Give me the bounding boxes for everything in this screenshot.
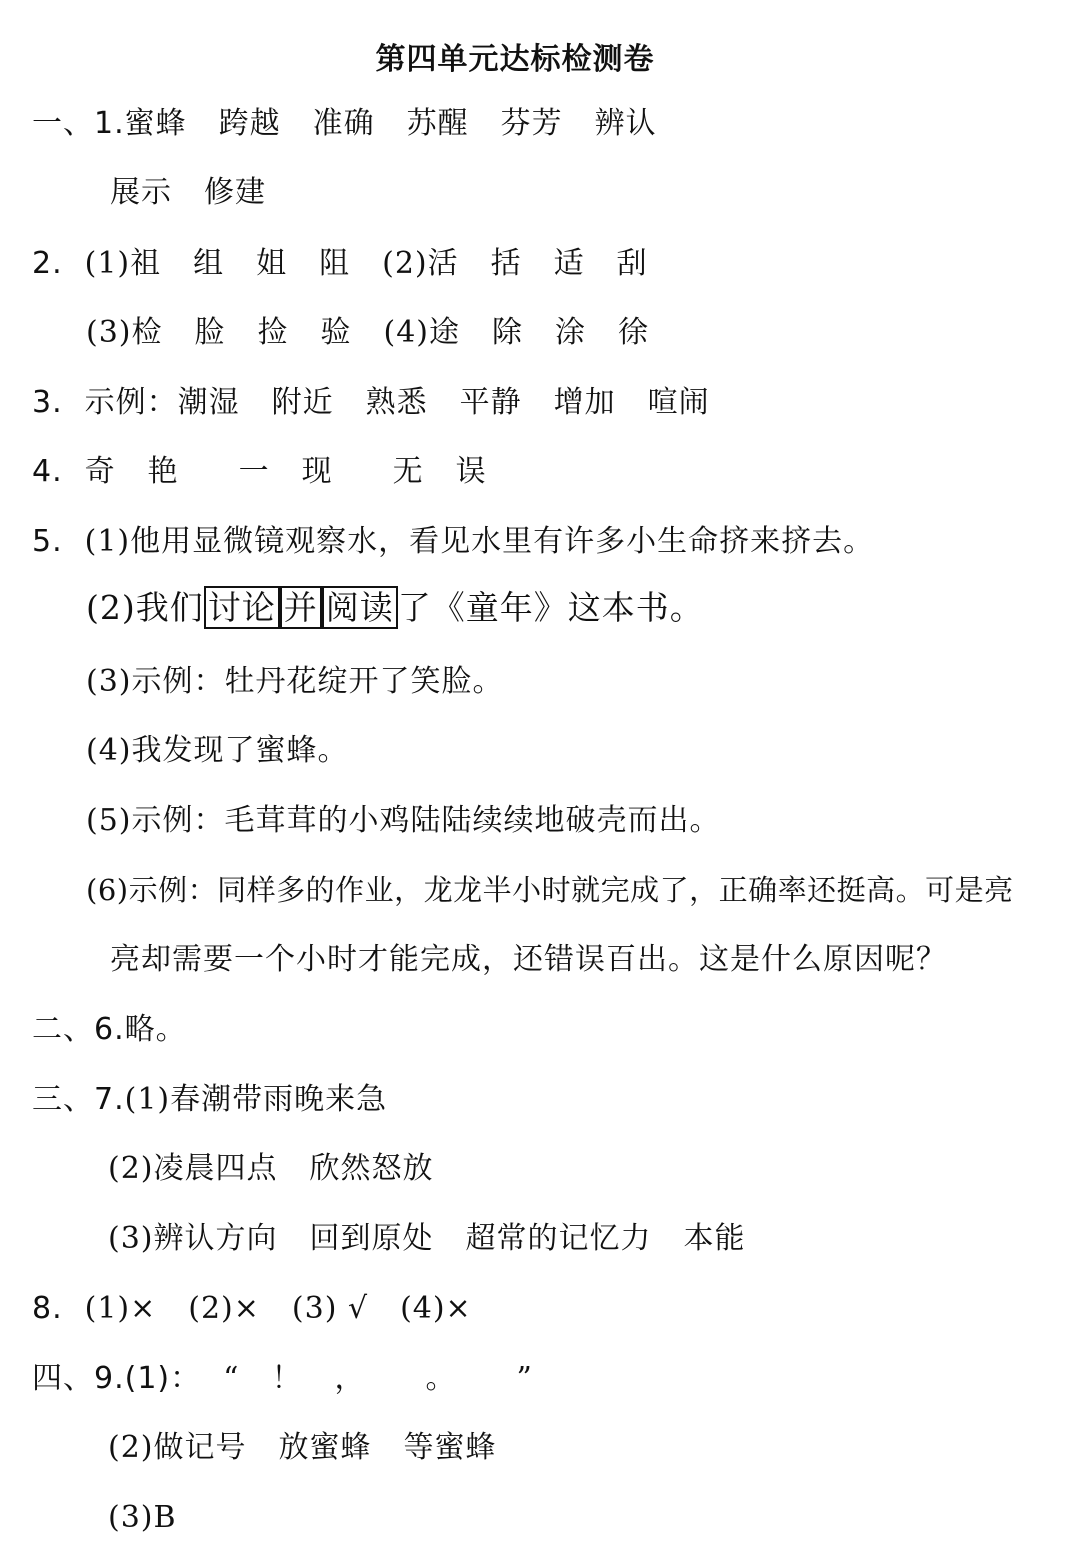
part-label: (2)	[382, 246, 428, 281]
answer-text: 超常的记忆力	[465, 1221, 652, 1256]
word: 潮湿	[177, 385, 240, 420]
question-4-prefix: 4.	[32, 454, 63, 489]
punctuation-mark: 。	[425, 1361, 457, 1396]
section-4-line-2	[108, 1428, 497, 1468]
sentence-part: (2)我们	[86, 588, 204, 627]
punctuation-mark: ，	[334, 1361, 366, 1396]
char: 涂	[555, 315, 586, 350]
section-1-prefix: 一、1.	[32, 106, 125, 141]
page-title: 第四单元达标检测卷	[375, 42, 655, 77]
question-5-prefix: 5.	[32, 524, 63, 559]
section-3-prefix: 三、7.	[32, 1082, 125, 1117]
question-5-line-4: (4)我发现了蜜蜂。	[86, 733, 349, 768]
question-5-line-3: (3)示例：牡丹花绽开了笑脸。	[86, 664, 504, 699]
section-2-line	[32, 1010, 187, 1050]
judgement-item: (1)×	[84, 1291, 157, 1326]
section-3-line-3	[108, 1219, 746, 1259]
word: 辨认	[594, 106, 657, 141]
answer-sentence: (1)他用显微镜观察水，看见水里有许多小生命挤来挤去。	[84, 524, 875, 559]
punctuation-mark: ！	[271, 1361, 303, 1396]
part-label: (3)	[86, 315, 132, 350]
question-5-line-2	[86, 588, 704, 628]
section-4-prefix: 四、9.(1)：	[32, 1361, 202, 1396]
word: 喧闹	[647, 385, 710, 420]
answer-text: (2)做记号	[108, 1430, 247, 1465]
question-5-line-6: (6)示例：同样多的作业，龙龙半小时就完成了，正确率还挺高。可是亮	[86, 873, 1014, 907]
answer-text: 回到原处	[309, 1221, 434, 1256]
sentence-part: 了《童年》这本书。	[397, 588, 704, 627]
boxed-word: 讨论	[204, 586, 280, 629]
char: 奇	[84, 454, 116, 489]
question-2-line-2	[86, 313, 649, 353]
section-3-line-2	[108, 1149, 434, 1189]
char: 除	[492, 315, 523, 350]
question-8-prefix: 8.	[32, 1291, 63, 1326]
char: 刮	[616, 246, 648, 281]
part-label: (1)	[84, 246, 131, 281]
word: 修建	[204, 175, 266, 210]
word: 熟悉	[365, 385, 428, 420]
question-5-line-1	[32, 522, 874, 562]
part-label: (4)	[383, 315, 429, 350]
question-3-prefix: 3.	[32, 385, 63, 420]
punctuation-mark: “	[223, 1361, 240, 1396]
char: 误	[455, 454, 487, 489]
char: 一	[238, 454, 270, 489]
example-label: 示例：	[84, 385, 178, 420]
char: 捡	[257, 315, 289, 350]
word: 附近	[271, 385, 334, 420]
char: 无	[392, 454, 424, 489]
char: 验	[320, 315, 352, 350]
judgement-item: (3) √	[291, 1291, 369, 1326]
word: 展示	[110, 175, 172, 210]
word: 跨越	[218, 106, 281, 141]
question-5-line-7: 亮却需要一个小时才能完成，还错误百出。这是什么原因呢？	[110, 942, 947, 977]
char: 艳	[147, 454, 179, 489]
punctuation-mark: ”	[516, 1361, 533, 1396]
boxed-word: 并	[280, 586, 322, 629]
section-2-prefix: 二、6.	[32, 1012, 125, 1047]
answer-text: (2)凌晨四点	[108, 1151, 278, 1186]
char: 现	[301, 454, 333, 489]
section-4-line-1	[32, 1359, 533, 1399]
question-8-line	[32, 1289, 472, 1329]
word: 苏醒	[406, 106, 469, 141]
char: 阻	[319, 246, 351, 281]
word: 蜜蜂	[124, 106, 187, 141]
char: 徐	[618, 315, 649, 350]
question-2-prefix: 2.	[32, 246, 63, 281]
section-1-line-1	[32, 104, 657, 144]
boxed-word: 阅读	[322, 586, 398, 629]
judgement-item: (4)×	[400, 1291, 472, 1326]
answer-text: 放蜜蜂	[278, 1430, 372, 1465]
char: 适	[553, 246, 585, 281]
answer-text: 本能	[683, 1221, 746, 1256]
char: 姐	[256, 246, 288, 281]
answer-text: 欣然怒放	[309, 1151, 434, 1186]
char: 组	[193, 246, 225, 281]
word: 平静	[459, 385, 522, 420]
char: 途	[429, 315, 460, 350]
section-4-line-3: (3)B	[108, 1500, 177, 1535]
word: 芬芳	[500, 106, 563, 141]
char: 活	[427, 246, 459, 281]
char: 括	[490, 246, 522, 281]
question-2-line-1	[32, 244, 648, 284]
word: 增加	[553, 385, 616, 420]
answer-text: (1)春潮带雨晚来急	[124, 1082, 388, 1117]
char: 祖	[130, 246, 162, 281]
section-3-line-1	[32, 1080, 387, 1120]
char: 检	[131, 315, 163, 350]
answer-text: 等蜜蜂	[403, 1430, 497, 1465]
question-3-line	[32, 383, 710, 423]
judgement-item: (2)×	[188, 1291, 260, 1326]
question-5-line-5: (5)示例：毛茸茸的小鸡陆陆续续地破壳而出。	[86, 803, 721, 838]
section-1-line-2	[110, 173, 266, 213]
question-4-line	[32, 452, 487, 492]
answer-text: (3)辨认方向	[108, 1221, 278, 1256]
word: 准确	[312, 106, 375, 141]
char: 脸	[194, 315, 226, 350]
answer-text: 略。	[124, 1012, 187, 1047]
